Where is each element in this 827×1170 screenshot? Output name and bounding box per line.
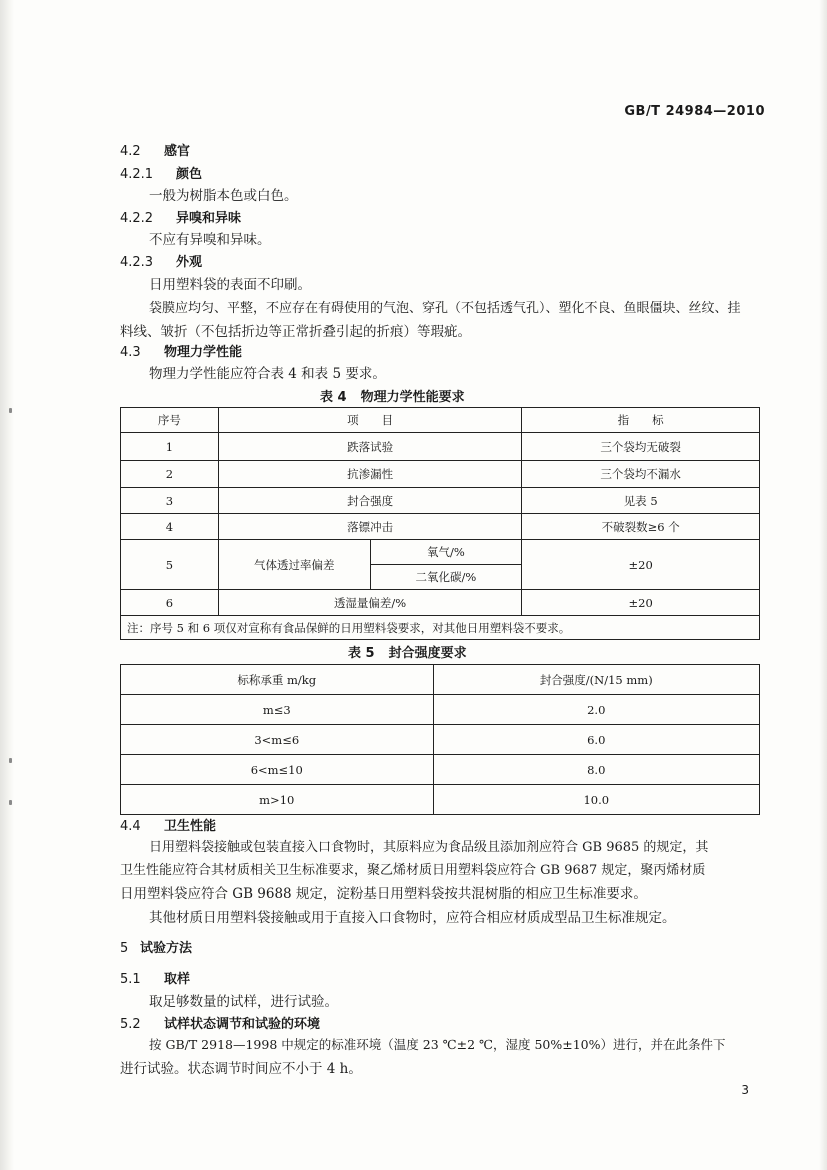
paragraph-hygiene-3: 日用塑料袋应符合 GB 9688 规定，淀粉基日用塑料袋按共混树脂的相应卫生标准要求。 [120,886,647,902]
paragraph-hygiene-2: 卫生性能应符合其材质相关卫生标准要求，聚乙烯材质日用塑料袋应符合 GB 9687 规定，聚丙烯材质 [120,863,706,878]
table5-cell-load: 3<m≤6 [121,725,434,755]
table4-caption-title: 物理力学性能要求 [360,390,465,405]
table4-cell-no: 2 [121,461,219,488]
table-row [121,514,760,540]
table-row [121,461,760,488]
heading-title: 取样 [164,972,191,987]
heading-title: 试样状态调节和试验的环境 [164,1017,321,1032]
table4-header-index: 指 标 [522,408,760,433]
table4-cell-item: 气体透过率偏差 [218,540,370,590]
table4-header-no: 序号 [121,408,219,433]
scan-edge-left [0,0,14,1170]
table4-cell-item: 封合强度 [218,488,522,514]
table4-caption-label: 表 4 [320,390,347,405]
page-number: 3 [741,1083,749,1097]
table-row [121,755,760,785]
table4-cell-item: 抗渗漏性 [218,461,522,488]
table5-cell-load: 6<m≤10 [121,755,434,785]
table4-cell-value: 三个袋均无破裂 [522,433,760,461]
heading-4-3 [120,341,242,360]
table-row [121,695,760,725]
heading-number: 4.2.1 [120,167,154,182]
paragraph-appearance-1: 日用塑料袋的表面不印刷。 [149,277,311,293]
heading-number: 5.1 [120,972,141,987]
heading-number: 4.2.2 [120,211,154,226]
table4-note-row [121,616,760,640]
table5-cell-load: m≤3 [121,695,434,725]
heading-title: 异嗅和异味 [176,211,242,226]
table4-note: 注：序号 5 和 6 项仅对宣称有食品保鲜的日用塑料袋要求，对其他日用塑料袋不要求。 [121,616,760,640]
heading-4-2-1 [120,163,202,182]
heading-number: 4.2.3 [120,255,154,270]
table5-header-row [121,665,760,695]
scan-speck [9,800,12,805]
heading-title: 颜色 [176,167,203,182]
table4-cell-value: ±20 [522,590,760,616]
heading-title: 试验方法 [140,941,193,956]
table4-cell-value: 见表 5 [522,488,760,514]
table5-caption-title: 封合强度要求 [388,646,467,661]
table4-cell-no: 6 [121,590,219,616]
table4-header-item: 项 目 [218,408,522,433]
heading-4-2-2 [120,207,241,226]
table5-cell-strength: 6.0 [433,725,759,755]
table-row [121,725,760,755]
heading-5-1 [120,968,190,987]
paragraph-odor: 不应有异嗅和异味。 [149,232,271,248]
table4-cell-no: 4 [121,514,219,540]
heading-title: 感官 [164,144,191,159]
scan-speck [9,758,12,763]
paragraph-hygiene-1: 日用塑料袋接触或包装直接入口食物时，其原料应为食品级且添加剂应符合 GB 9685 的规定，其 [149,840,709,855]
table4-cell-value: ±20 [522,540,760,590]
heading-4-2 [120,140,190,159]
paragraph-conditioning-2: 进行试验。状态调节时间应不小于 4 h。 [120,1061,362,1077]
scan-edge-right [819,0,827,1170]
table4-cell-item: 透湿量偏差/% [218,590,522,616]
paragraph-sampling: 取足够数量的试样，进行试验。 [149,994,338,1010]
paragraph-appearance-2b: 料线、皱折（不包括折边等正常折叠引起的折痕）等瑕疵。 [120,324,471,340]
heading-number: 4.4 [120,819,141,834]
paragraph-conditioning-1: 按 GB/T 2918—1998 中规定的标准环境（温度 23 ℃±2 ℃，湿度 50%±10%）进行，并在此条件下 [149,1037,726,1052]
table4-cell-value: 三个袋均不漏水 [522,461,760,488]
table5-caption [348,642,467,661]
heading-number: 5.2 [120,1017,141,1032]
table-row [121,540,760,565]
heading-4-4 [120,815,216,834]
table-row [121,433,760,461]
table4-cell-subitem: 氧气/% [370,540,522,565]
heading-title: 卫生性能 [164,819,217,834]
table-row [121,488,760,514]
table5-cell-strength: 10.0 [433,785,759,815]
table4-caption [320,386,465,405]
table4-cell-subitem: 二氧化碳/% [370,565,522,590]
table4-cell-value: 不破裂数≥6 个 [522,514,760,540]
table-row [121,590,760,616]
heading-4-2-3 [120,251,202,270]
standard-number: GB/T 24984—2010 [624,104,765,119]
heading-title: 外观 [176,255,203,270]
table4 [120,407,760,640]
table4-cell-no: 5 [121,540,219,590]
table-row [121,785,760,815]
table5-cell-load: m>10 [121,785,434,815]
table5-cell-strength: 2.0 [433,695,759,725]
heading-number: 4.3 [120,345,141,360]
table4-cell-item: 跌落试验 [218,433,522,461]
paragraph-appearance-2a: 袋膜应均匀、平整，不应存在有碍使用的气泡、穿孔（不包括透气孔）、塑化不良、鱼眼僵块、丝纹、挂 [149,301,741,316]
scan-speck [9,408,12,413]
heading-5 [120,937,192,956]
heading-5-2 [120,1013,320,1032]
paragraph-color: 一般为树脂本色或白色。 [149,188,298,204]
table4-cell-item: 落镖冲击 [218,514,522,540]
table5-caption-label: 表 5 [348,646,375,661]
table4-cell-no: 3 [121,488,219,514]
paragraph-hygiene-4: 其他材质日用塑料袋接触或用于直接入口食物时，应符合相应材质成型品卫生标准规定。 [149,910,676,926]
table4-header-row [121,408,760,433]
table5-cell-strength: 8.0 [433,755,759,785]
heading-number: 4.2 [120,144,141,159]
table5 [120,664,760,815]
table5-header-strength: 封合强度/(N/15 mm) [433,665,759,695]
paragraph-physical: 物理力学性能应符合表 4 和表 5 要求。 [149,366,386,382]
table5-header-load: 标称承重 m/kg [121,665,434,695]
table4-cell-no: 1 [121,433,219,461]
heading-number: 5 [120,941,129,956]
heading-title: 物理力学性能 [164,345,243,360]
